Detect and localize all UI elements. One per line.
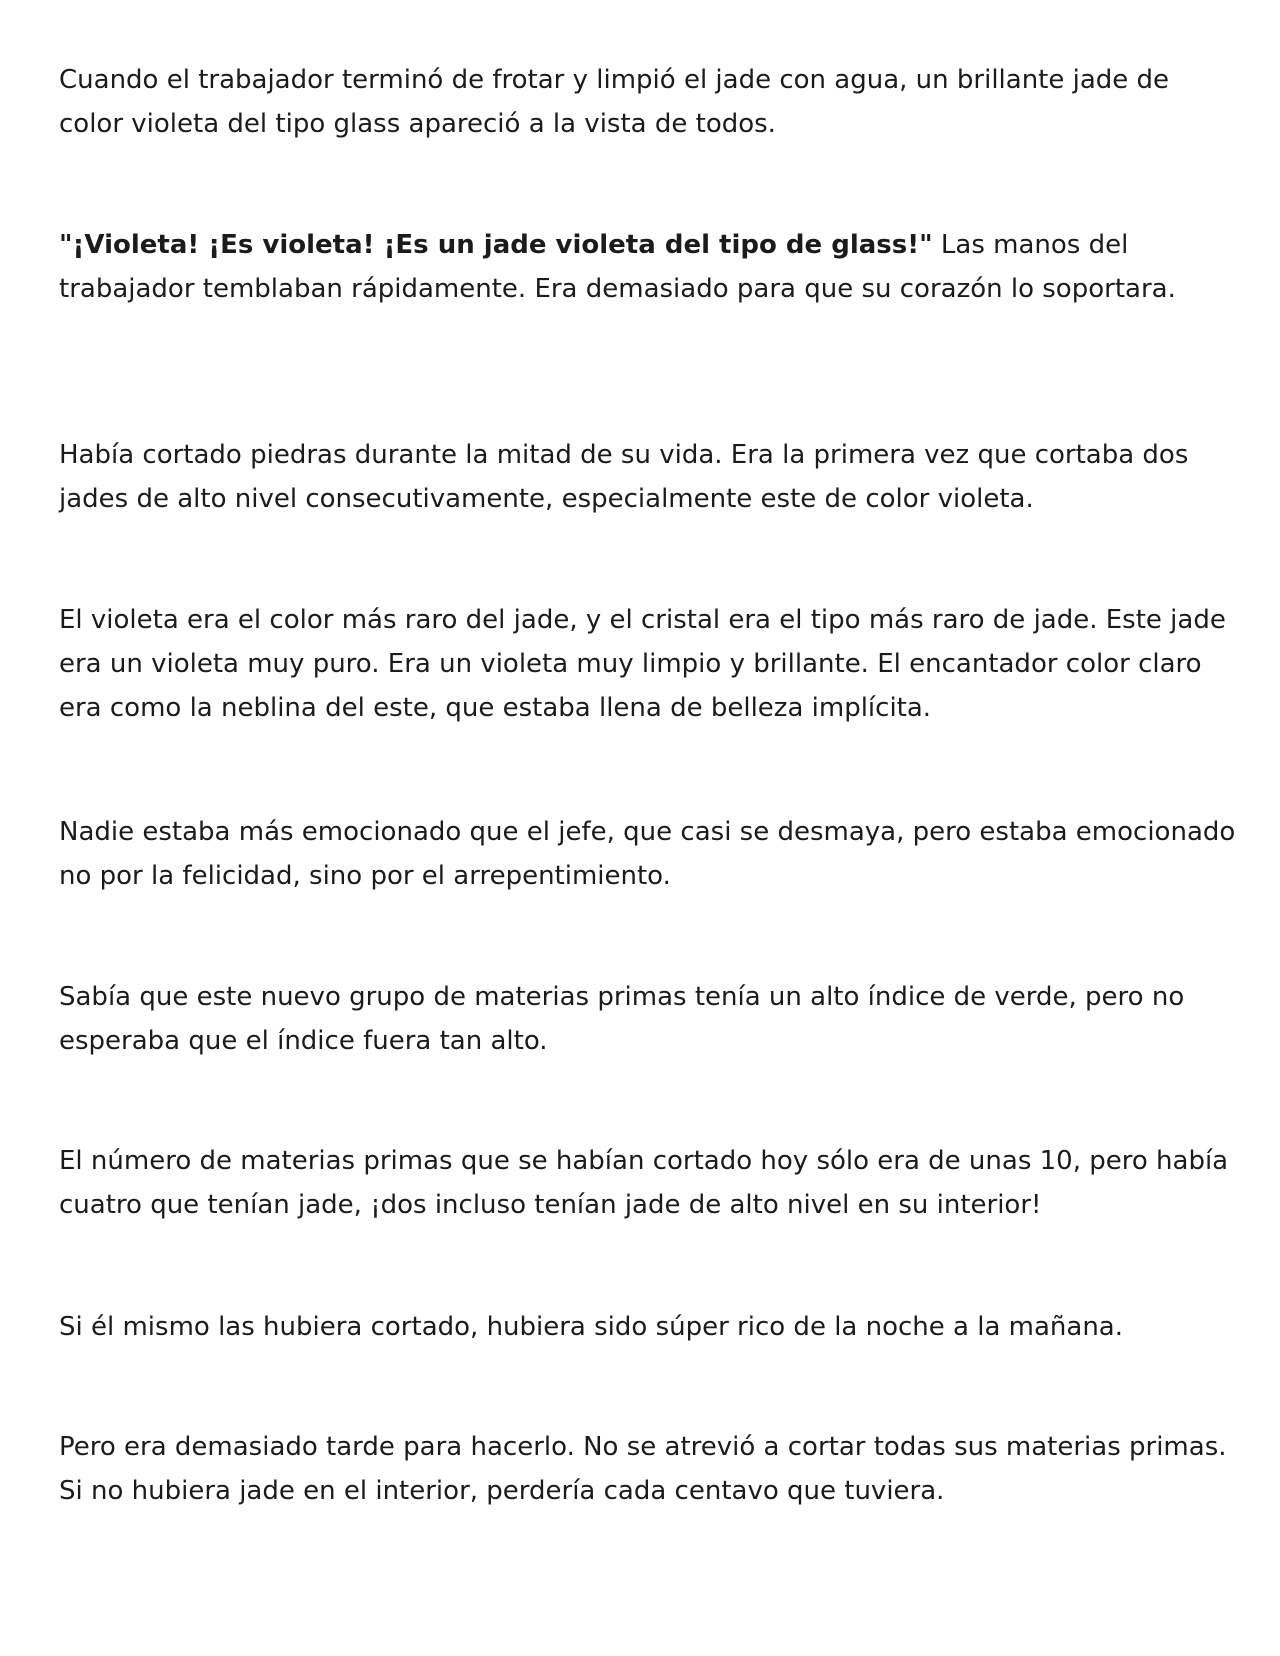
paragraph-6 xyxy=(59,975,1239,1063)
paragraph-7-text: El número de materias primas que se habían cortado hoy sólo era de unas 10, pero había cuatro que tenían jade, ¡dos incluso tenían jade de alto nivel en su interior! xyxy=(59,1146,1229,1220)
paragraph-8 xyxy=(59,1305,1239,1349)
paragraph-5-text: Nadie estaba más emocionado que el jefe, que casi se desmaya, pero estaba emocionado no por la felicidad, sino por el arrepentimiento. xyxy=(59,817,1236,891)
paragraph-2-text: Las manos del trabajador temblaban rápidamente. Era demasiado para que su corazón lo soportara. xyxy=(59,230,1176,304)
paragraph-9 xyxy=(59,1425,1239,1513)
paragraph-6-text: Sabía que este nuevo grupo de materias primas tenía un alto índice de verde, pero no esperaba que el índice fuera tan alto. xyxy=(59,982,1185,1056)
paragraph-1 xyxy=(59,58,1239,146)
paragraph-2 xyxy=(59,223,1239,311)
paragraph-8-text: Si él mismo las hubiera cortado, hubiera sido súper rico de la noche a la mañana. xyxy=(59,1312,1124,1342)
paragraph-3-text: Había cortado piedras durante la mitad de su vida. Era la primera vez que cortaba dos jades de alto nivel consecutivamente, especialmente este de color violeta. xyxy=(59,440,1189,514)
paragraph-2-bold-dialogue: "¡Violeta! ¡Es violeta! ¡Es un jade violeta del tipo de glass!" xyxy=(59,230,933,260)
paragraph-3 xyxy=(59,433,1239,521)
paragraph-1-text: Cuando el trabajador terminó de frotar y limpió el jade con agua, un brillante jade de color violeta del tipo glass apareció a la vista de todos. xyxy=(59,65,1170,139)
paragraph-4 xyxy=(59,598,1239,730)
paragraph-9-text: Pero era demasiado tarde para hacerlo. No se atrevió a cortar todas sus materias primas. Si no hubiera jade en el interior, perdería cada centavo que tuviera. xyxy=(59,1432,1227,1506)
paragraph-7 xyxy=(59,1139,1239,1227)
paragraph-5 xyxy=(59,810,1239,898)
paragraph-4-text: El violeta era el color más raro del jade, y el cristal era el tipo más raro de jade. Este jade era un violeta muy puro. Era un violeta muy limpio y brillante. El encantador color claro era como la neblina del este, que estaba llena de belleza implícita. xyxy=(59,605,1226,723)
